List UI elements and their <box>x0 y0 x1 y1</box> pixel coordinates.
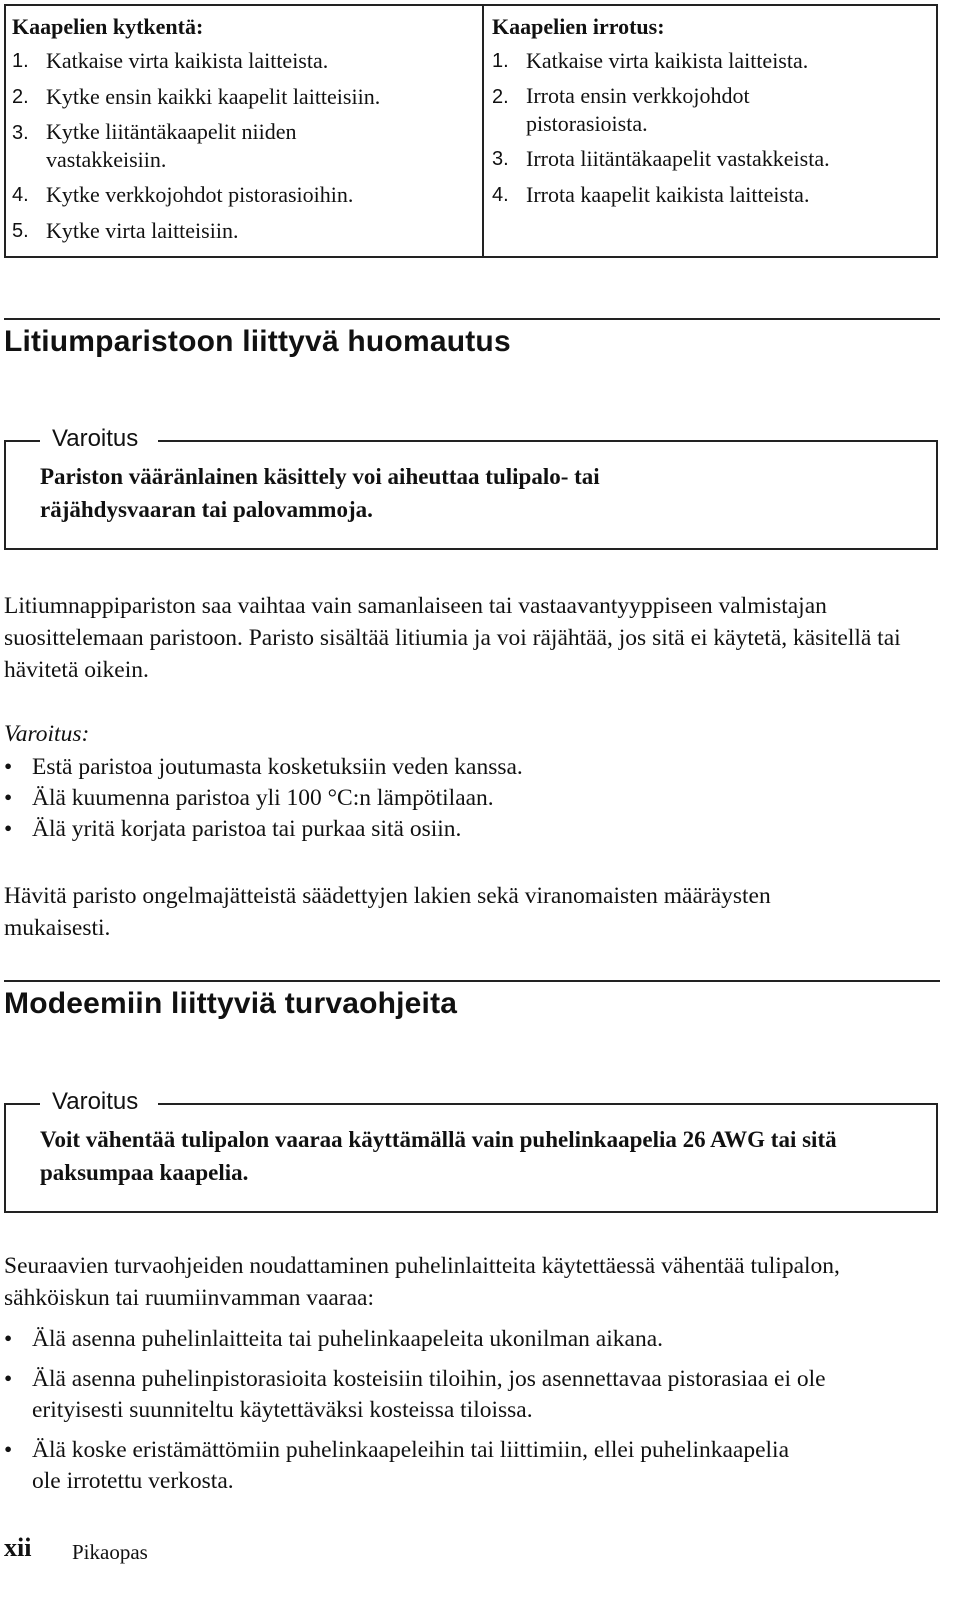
list-item <box>4 1324 934 1355</box>
section-divider <box>4 318 940 320</box>
bullet-icon: • <box>4 1437 13 1463</box>
page-number: xii <box>4 1533 32 1562</box>
connect-step <box>12 180 472 210</box>
warning-label: Varoitus <box>52 1088 139 1115</box>
modem-bullet-list <box>4 1324 934 1506</box>
step-number: 4. <box>492 184 509 206</box>
disconnect-heading: Kaapelien irrotus: <box>492 14 665 39</box>
step-text: Kytke liitäntäkaapelit niiden vastakkeisiin. <box>46 119 297 172</box>
step-number: 5. <box>12 220 29 242</box>
step-number: 2. <box>492 86 509 108</box>
connect-column <box>12 12 472 252</box>
list-item-text: Älä koske eristämättömiin puhelinkaapeleihin tai liittimiin, ellei puhelinkaapelia ole irrotettu verkosta. <box>32 1437 790 1494</box>
lithium-paragraph: Litiumnappipariston saa vaihtaa vain samanlaiseen tai vastaavantyyppiseen valmistajan suosittelemaan paristoon. Paristo sisältää litiumia ja voi räjähtää, jos sitä ei käytetä, käsitellä tai hävitetä oikein. <box>4 593 901 683</box>
modem-intro-paragraph: Seuraavien turvaohjeiden noudattaminen puhelinlaitteita käytettäessä vähentää tulipalon, sähköiskun tai ruumiinvamman vaaraa: <box>4 1253 840 1311</box>
warning-text: Voit vähentää tulipalon vaaraa käyttämällä vain puhelinkaapelia 26 AWG tai sitä paksumpaa kaapelia. <box>40 1127 837 1185</box>
step-number: 1. <box>12 50 29 72</box>
disconnect-step <box>492 46 932 76</box>
connect-step <box>12 118 362 174</box>
table-column-divider <box>482 6 484 256</box>
modem-warning-box <box>4 1088 938 1213</box>
connect-step <box>12 82 472 112</box>
connect-step <box>12 216 472 246</box>
list-item-text: Älä asenna puhelinlaitteita tai puhelinkaapeleita ukonilman aikana. <box>32 1326 664 1352</box>
list-item <box>4 1435 934 1497</box>
step-number: 3. <box>492 148 509 170</box>
step-number: 2. <box>12 86 29 108</box>
warning-text: Pariston vääränlainen käsittely voi aiheuttaa tulipalo- tai räjähdysvaaran tai palovammoja. <box>40 464 600 522</box>
list-item-text: Älä kuumenna paristoa yli 100 °C:n lämpötilaan. <box>32 785 494 811</box>
list-item <box>4 783 934 814</box>
connect-step <box>12 46 472 76</box>
step-text: Irrota liitäntäkaapelit vastakkeista. <box>526 146 830 171</box>
list-item-text: Estä paristoa joutumasta kosketuksiin veden kanssa. <box>32 754 523 780</box>
step-number: 4. <box>12 184 29 206</box>
disconnect-steps <box>492 46 932 210</box>
warning-label: Varoitus <box>52 425 139 452</box>
section-divider <box>4 980 940 982</box>
step-text: Irrota kaapelit kaikista laitteista. <box>526 182 810 207</box>
disposal-paragraph: Hävitä paristo ongelmajätteistä säädettyjen lakien sekä viranomaisten määräysten mukaisesti. <box>4 883 771 941</box>
list-item-text: Älä yritä korjata paristoa tai purkaa sitä osiin. <box>32 816 462 842</box>
disconnect-column <box>492 12 932 216</box>
disconnect-step <box>492 82 812 138</box>
list-item <box>4 1364 934 1426</box>
bullet-icon: • <box>4 1326 13 1352</box>
step-text: Irrota ensin verkkojohdot pistorasioista. <box>526 83 750 136</box>
step-text: Katkaise virta kaikista laitteista. <box>526 48 809 73</box>
lithium-section-title: Litiumparistoon liittyvä huomautus <box>4 325 511 358</box>
bullet-icon: • <box>4 754 13 780</box>
disconnect-step <box>492 144 932 174</box>
connect-steps <box>12 46 472 246</box>
step-text: Kytke verkkojohdot pistorasioihin. <box>46 182 354 207</box>
step-number: 3. <box>12 122 29 144</box>
step-text: Katkaise virta kaikista laitteista. <box>46 48 329 73</box>
connect-heading: Kaapelien kytkentä: <box>12 14 204 39</box>
list-item <box>4 752 934 783</box>
modem-section-title: Modeemiin liittyviä turvaohjeita <box>4 987 458 1020</box>
step-text: Kytke virta laitteisiin. <box>46 218 239 243</box>
list-item <box>4 814 934 845</box>
caution-label: Varoitus: <box>4 721 90 747</box>
cable-procedure-table <box>4 4 938 258</box>
document-title: Pikaopas <box>72 1540 148 1564</box>
bullet-icon: • <box>4 785 13 811</box>
bullet-icon: • <box>4 1366 13 1392</box>
list-item-text: Älä asenna puhelinpistorasioita kosteisiin tiloihin, jos asennettavaa pistorasiaa ei ole erityisesti suunniteltu käytettäväksi kosteissa tiloissa. <box>32 1366 826 1423</box>
lithium-warning-box <box>4 425 938 550</box>
lithium-bullet-list <box>4 752 934 845</box>
step-number: 1. <box>492 50 509 72</box>
bullet-icon: • <box>4 816 13 842</box>
disconnect-step <box>492 180 932 210</box>
step-text: Kytke ensin kaikki kaapelit laitteisiin. <box>46 84 381 109</box>
